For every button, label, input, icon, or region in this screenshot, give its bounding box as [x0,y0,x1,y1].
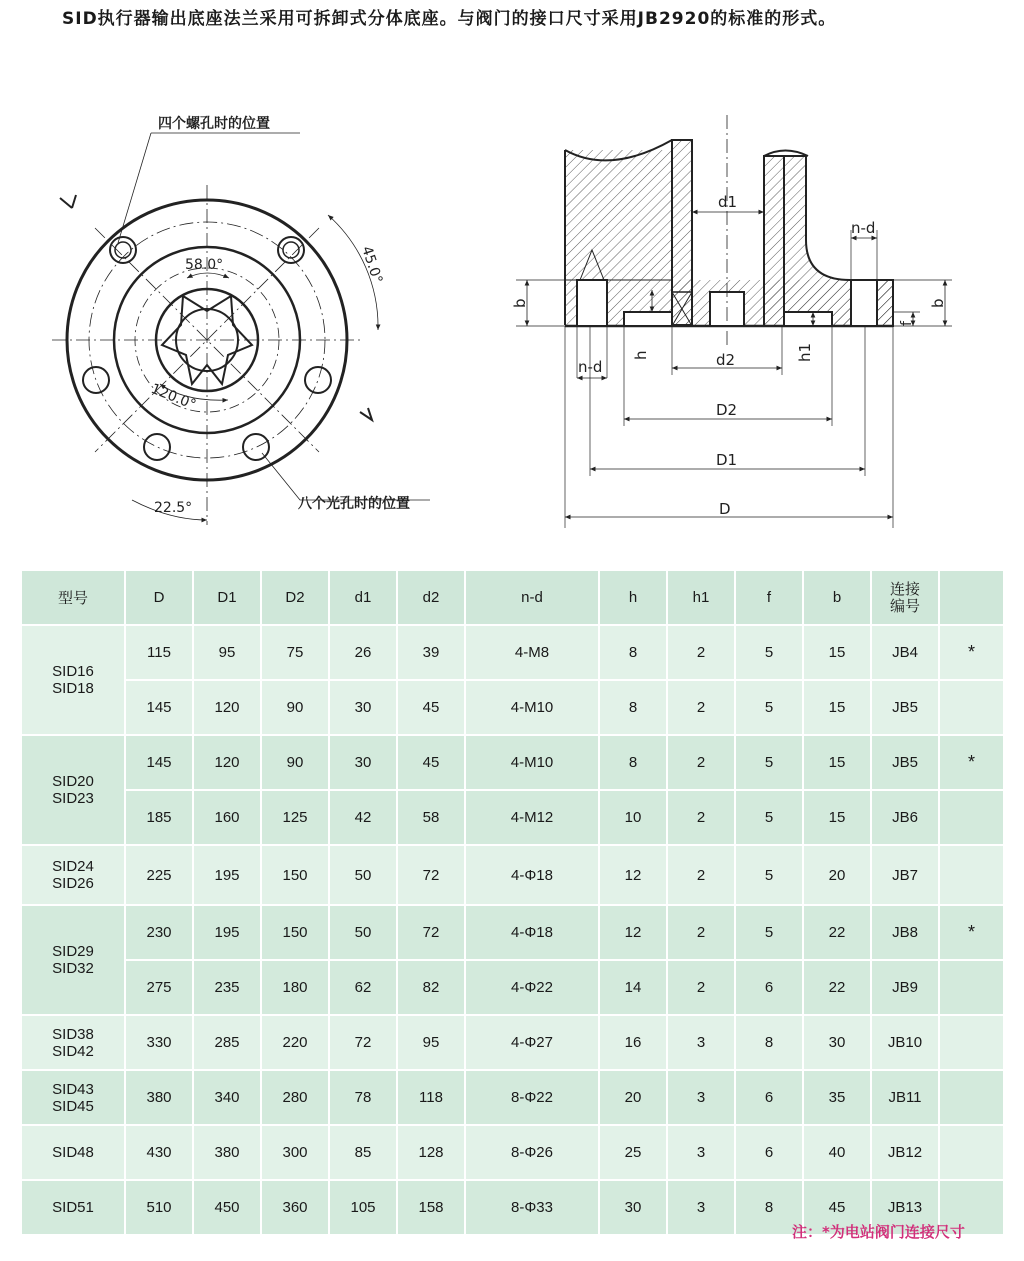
cell-n-d: 4-Φ22 [466,961,598,1014]
cell-D2: 220 [262,1016,328,1069]
cell-h1: 2 [668,906,734,959]
cell-n-d: 4-Φ18 [466,846,598,904]
cell-connection-no: JB10 [872,1016,938,1069]
col-header-h1: h1 [668,571,734,624]
cell-h: 10 [600,791,666,844]
cell-D: 145 [126,681,192,734]
cell-D: 115 [126,626,192,679]
cell-b: 30 [804,1016,870,1069]
cell-D2: 180 [262,961,328,1014]
eight-through-holes-label: 八个光孔时的位置 [298,496,410,512]
cell-n-d: 4-Φ18 [466,906,598,959]
angle-120-label: 120.0° [148,380,199,414]
cell-connection-no: JB9 [872,961,938,1014]
cell-f: 8 [736,1181,802,1234]
section-marker [60,195,76,208]
dimension-table [20,569,1005,1236]
cell-n-d: 8-Φ33 [466,1181,598,1234]
dim-nd-bottom-label: n-d [578,358,603,376]
col-header-d1: d1 [330,571,396,624]
cell-f: 5 [736,791,802,844]
table-row [22,791,1003,844]
four-screw-holes-label: 四个螺孔时的位置 [158,116,270,132]
cell-D: 380 [126,1071,192,1124]
cell-f: 5 [736,681,802,734]
cell-h: 8 [600,736,666,789]
dim-d1-label: d1 [718,193,738,211]
cell-d2: 72 [398,906,464,959]
cell-D: 275 [126,961,192,1014]
through-hole [243,434,269,460]
col-header-d2: d2 [398,571,464,624]
through-hole [83,367,109,393]
technical-drawing [0,0,1024,560]
cell-n-d: 8-Φ22 [466,1071,598,1124]
cell-D: 185 [126,791,192,844]
table-header-row [22,571,1003,624]
cell-h1: 2 [668,681,734,734]
cell-f: 5 [736,846,802,904]
cell-f: 5 [736,906,802,959]
cell-f: 5 [736,626,802,679]
cell-f: 5 [736,736,802,789]
cell-D: 225 [126,846,192,904]
dim-f-label: f [899,321,915,326]
col-header-D: D [126,571,192,624]
cell-note [940,1071,1003,1124]
table-body [22,626,1003,1234]
cell-b: 15 [804,626,870,679]
cell-D1: 195 [194,846,260,904]
cell-d1: 30 [330,736,396,789]
cell-b: 15 [804,681,870,734]
cell-D2: 75 [262,626,328,679]
col-header-model: 型号 [22,571,124,624]
cell-D: 230 [126,906,192,959]
cell-h: 8 [600,626,666,679]
table-row [22,1071,1003,1124]
cell-h1: 2 [668,736,734,789]
cell-D: 510 [126,1181,192,1234]
cell-connection-no: JB8 [872,906,938,959]
cell-f: 6 [736,1071,802,1124]
table-row [22,906,1003,959]
table-row [22,961,1003,1014]
table-row [22,626,1003,679]
cell-D1: 160 [194,791,260,844]
cell-d2: 39 [398,626,464,679]
cell-h1: 2 [668,626,734,679]
model-cell: SID20 SID23 [22,736,124,844]
cell-note [940,791,1003,844]
cell-d1: 50 [330,846,396,904]
cell-f: 6 [736,1126,802,1179]
dim-b-right-label: b [929,298,947,308]
cell-h: 12 [600,906,666,959]
cell-d2: 58 [398,791,464,844]
table-row [22,681,1003,734]
cell-note: * [940,626,1003,679]
cell-h: 14 [600,961,666,1014]
cell-d2: 72 [398,846,464,904]
section-marker [360,408,372,420]
cell-d1: 78 [330,1071,396,1124]
cell-D1: 340 [194,1071,260,1124]
cell-connection-no: JB7 [872,846,938,904]
cell-note: * [940,906,1003,959]
cell-connection-no: JB13 [872,1181,938,1234]
cell-connection-no: JB11 [872,1071,938,1124]
cell-d2: 45 [398,736,464,789]
cell-D2: 125 [262,791,328,844]
cell-D1: 95 [194,626,260,679]
cell-note [940,961,1003,1014]
cell-D2: 90 [262,736,328,789]
cell-b: 15 [804,736,870,789]
model-cell: SID51 [22,1181,124,1234]
cell-connection-no: JB12 [872,1126,938,1179]
cell-D1: 235 [194,961,260,1014]
dim-D1-label: D1 [716,451,738,469]
dim-b-left-label: b [511,298,529,308]
model-cell: SID38 SID42 [22,1016,124,1069]
cell-D2: 150 [262,846,328,904]
cell-D: 330 [126,1016,192,1069]
cell-note [940,1016,1003,1069]
cell-D2: 300 [262,1126,328,1179]
model-cell: SID48 [22,1126,124,1179]
cell-h: 12 [600,846,666,904]
cell-b: 35 [804,1071,870,1124]
cell-h1: 2 [668,791,734,844]
cell-h1: 3 [668,1126,734,1179]
cell-h: 30 [600,1181,666,1234]
cell-connection-no: JB6 [872,791,938,844]
dim-D-label: D [719,500,731,518]
screw-hole [278,237,304,263]
cell-d2: 82 [398,961,464,1014]
cell-b: 15 [804,791,870,844]
cell-D1: 380 [194,1126,260,1179]
col-header-f: f [736,571,802,624]
col-header-h: h [600,571,666,624]
cell-D: 430 [126,1126,192,1179]
cell-note: * [940,736,1003,789]
cell-h1: 3 [668,1181,734,1234]
angle-45-label: 45.0° [358,244,386,286]
cell-h: 20 [600,1071,666,1124]
dim-nd-top-label: n-d [851,219,876,237]
page-title: SID执行器输出底座法兰采用可拆卸式分体底座。与阀门的接口尺寸采用JB2920的标准的形式。 [62,9,837,29]
cell-h1: 2 [668,961,734,1014]
dim-d2-label: d2 [716,351,736,369]
cell-d1: 72 [330,1016,396,1069]
table-row [22,736,1003,789]
footnote: 注：*为电站阀门连接尺寸 [792,1223,965,1241]
cell-d2: 128 [398,1126,464,1179]
cell-D2: 150 [262,906,328,959]
cell-note [940,1126,1003,1179]
table-row [22,846,1003,904]
cell-D1: 450 [194,1181,260,1234]
angle-22-5-label: 22.5° [154,500,193,516]
through-hole [144,434,170,460]
col-header-D2: D2 [262,571,328,624]
cell-d2: 118 [398,1071,464,1124]
cell-h: 8 [600,681,666,734]
dim-h-label: h [632,350,650,360]
cell-D2: 280 [262,1071,328,1124]
cell-f: 8 [736,1016,802,1069]
model-cell: SID29 SID32 [22,906,124,1014]
cell-n-d: 4-M10 [466,736,598,789]
cell-d1: 85 [330,1126,396,1179]
screw-hole [110,237,136,263]
model-cell: SID43 SID45 [22,1071,124,1124]
cell-connection-no: JB5 [872,736,938,789]
col-header-note [940,571,1003,624]
model-cell: SID16 SID18 [22,626,124,734]
cell-n-d: 4-M12 [466,791,598,844]
cell-D2: 360 [262,1181,328,1234]
cell-d1: 30 [330,681,396,734]
cell-note [940,681,1003,734]
model-cell: SID24 SID26 [22,846,124,904]
cell-d2: 158 [398,1181,464,1234]
cell-n-d: 4-Φ27 [466,1016,598,1069]
cell-D1: 120 [194,736,260,789]
cell-n-d: 4-M10 [466,681,598,734]
through-hole [305,367,331,393]
cell-h: 25 [600,1126,666,1179]
cell-b: 22 [804,961,870,1014]
cell-h: 16 [600,1016,666,1069]
col-header-n-d: n-d [466,571,598,624]
cell-d1: 62 [330,961,396,1014]
cell-n-d: 8-Φ26 [466,1126,598,1179]
cell-d2: 95 [398,1016,464,1069]
cell-d1: 42 [330,791,396,844]
table-row [22,1016,1003,1069]
cell-h1: 3 [668,1016,734,1069]
cell-h1: 2 [668,846,734,904]
col-header-b: b [804,571,870,624]
cell-D: 145 [126,736,192,789]
cell-h1: 3 [668,1071,734,1124]
dim-h1-label: h1 [796,342,814,362]
cell-b: 45 [804,1181,870,1234]
angle-58-label: 58.0° [185,257,224,273]
cell-D1: 120 [194,681,260,734]
cell-D1: 285 [194,1016,260,1069]
flange-top-view [52,133,430,525]
cell-d2: 45 [398,681,464,734]
cell-D2: 90 [262,681,328,734]
cell-d1: 105 [330,1181,396,1234]
cell-note [940,846,1003,904]
cell-d1: 50 [330,906,396,959]
cell-D1: 195 [194,906,260,959]
cell-f: 6 [736,961,802,1014]
col-header-connection-no: 连接编号 [872,571,938,624]
col-header-D1: D1 [194,571,260,624]
cell-b: 40 [804,1126,870,1179]
cell-connection-no: JB4 [872,626,938,679]
cell-d1: 26 [330,626,396,679]
cell-connection-no: JB5 [872,681,938,734]
table-row [22,1126,1003,1179]
cell-b: 20 [804,846,870,904]
dim-D2-label: D2 [716,401,738,419]
cell-n-d: 4-M8 [466,626,598,679]
cell-b: 22 [804,906,870,959]
